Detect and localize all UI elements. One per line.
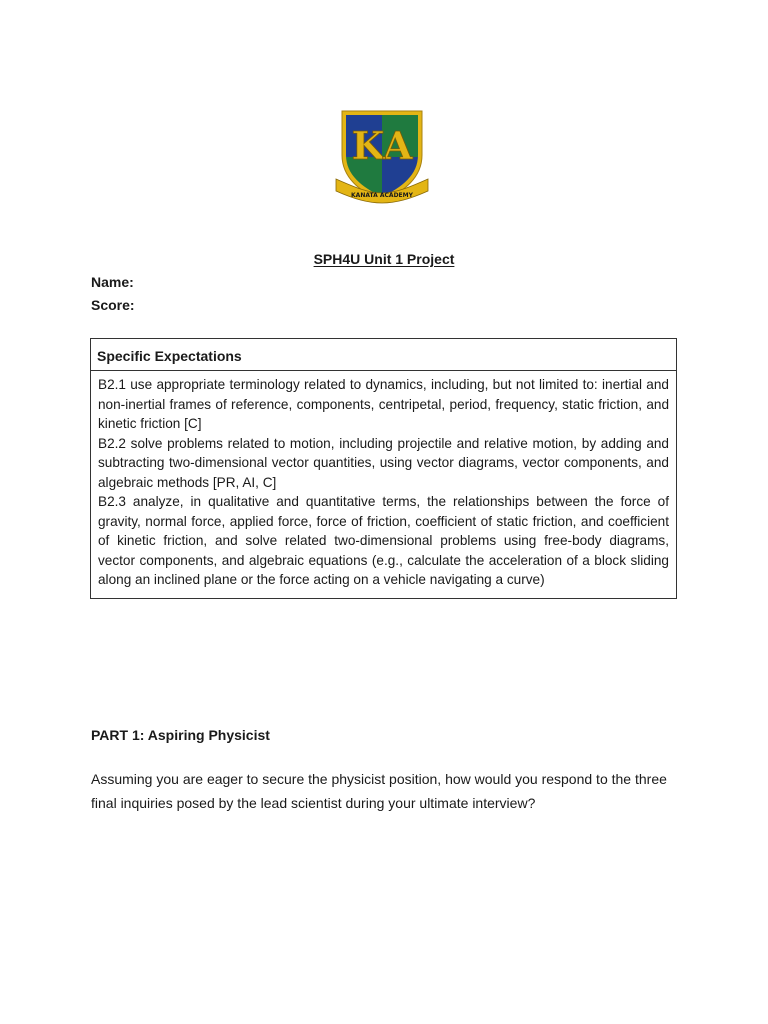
kanata-academy-logo [334, 107, 430, 205]
expectation-b2-1: B2.1 use appropriate terminology related to dynamics, including, but not limited to: inertial and non-inertial frames of reference, components, centripetal, period, frequency, static friction, and kinetic friction [C] [98, 377, 669, 431]
specific-expectations-heading: Specific Expectations [91, 339, 676, 371]
document-title-text: SPH4U Unit 1 Project [313, 251, 455, 267]
specific-expectations-body [91, 371, 676, 598]
document-title [0, 250, 768, 268]
expectation-b2-3: B2.3 analyze, in qualitative and quantitative terms, the relationships between the force of gravity, normal force, applied force, force of friction, coefficient of static friction, and coefficient of kinetic friction, and solve related two-dimensional problems using free-body diagrams, vector components, and algebraic equations (e.g., calculate the acceleration of a block sliding along an inclined plane or the force acting on a vehicle navigating a curve) [98, 494, 669, 587]
logo-initials: KA [351, 123, 413, 168]
logo-ribbon-text: KANATA ACADEMY [351, 192, 413, 199]
name-label: Name: [91, 274, 134, 290]
shield-crest-icon [334, 107, 430, 205]
score-label: Score: [91, 297, 135, 313]
part1-title: PART 1: Aspiring Physicist [91, 727, 270, 743]
specific-expectations-table [90, 338, 677, 599]
part1-question: Assuming you are eager to secure the physicist position, how would you respond to the three final inquiries posed by the lead scientist during your ultimate interview? [91, 771, 667, 811]
expectation-b2-2: B2.2 solve problems related to motion, including projectile and relative motion, by adding and subtracting two-dimensional vector quantities, using vector diagrams, vector components, and algebraic methods [PR, AI, C] [98, 435, 669, 490]
